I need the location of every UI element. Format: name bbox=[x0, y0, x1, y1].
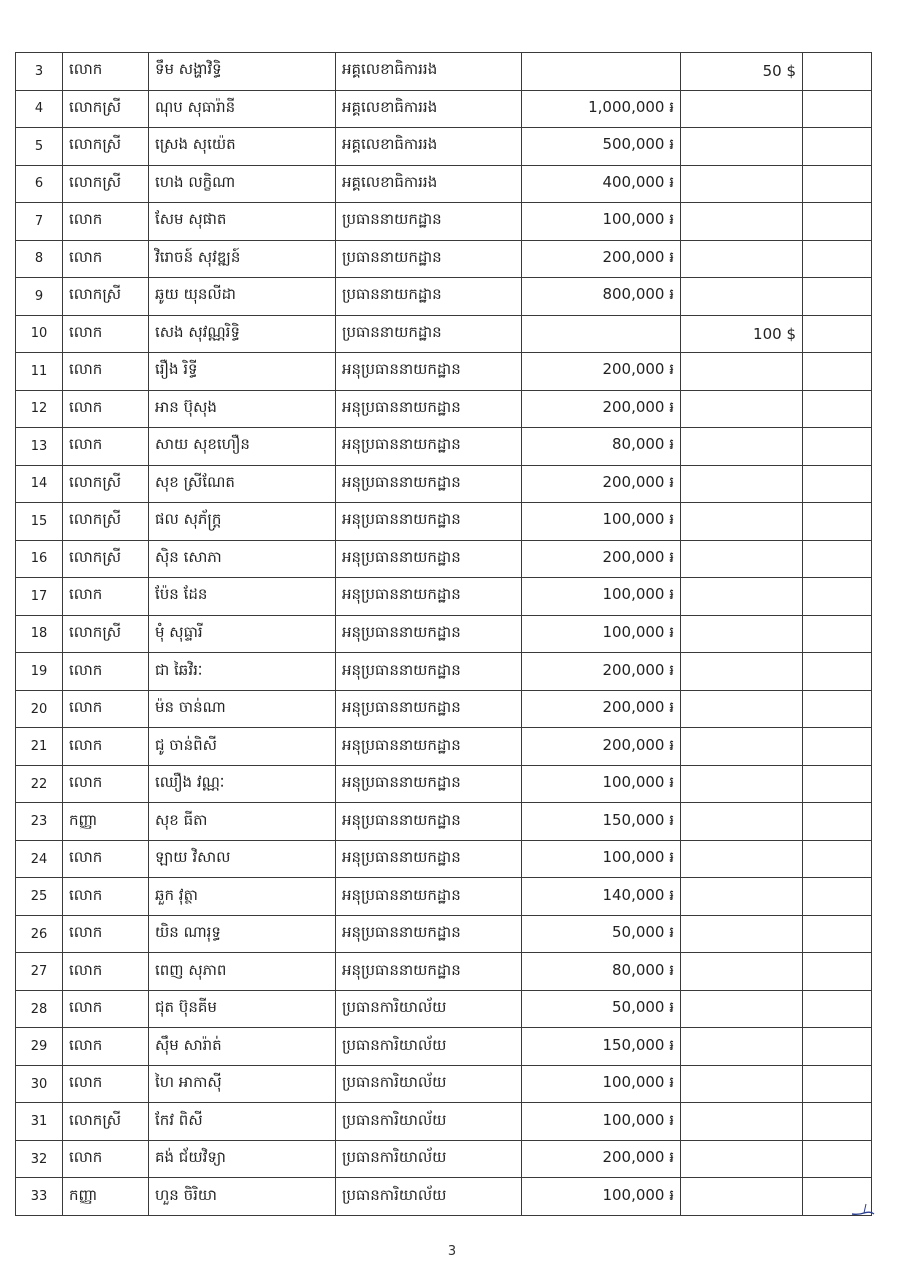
honorific: កញ្ញា bbox=[63, 803, 149, 841]
blank-cell bbox=[803, 1065, 872, 1103]
position: ប្រធានការិយាល័យ bbox=[336, 1028, 522, 1066]
honorific: លោក bbox=[63, 315, 149, 353]
person-name: សែម សុផាត bbox=[149, 203, 336, 241]
blank-cell bbox=[803, 315, 872, 353]
amount-riel: 50,000 ៛ bbox=[522, 990, 681, 1028]
blank-cell bbox=[803, 803, 872, 841]
amount-usd bbox=[681, 615, 803, 653]
person-name: សាយ សុខហឿន bbox=[149, 428, 336, 466]
honorific: លោកស្រី bbox=[63, 90, 149, 128]
row-number: 10 bbox=[16, 315, 63, 353]
amount-usd bbox=[681, 578, 803, 616]
row-number: 16 bbox=[16, 540, 63, 578]
person-name: ណុប សុធារ៉ានី bbox=[149, 90, 336, 128]
blank-cell bbox=[803, 728, 872, 766]
position: ប្រធាននាយកដ្ឋាន bbox=[336, 240, 522, 278]
person-name: ឈឿង វណ្ណៈ bbox=[149, 765, 336, 803]
amount-usd bbox=[681, 1065, 803, 1103]
table-row bbox=[16, 765, 872, 803]
person-name: ហួន ចិរិយា bbox=[149, 1178, 336, 1216]
amount-usd: 100 $ bbox=[681, 315, 803, 353]
row-number: 23 bbox=[16, 803, 63, 841]
blank-cell bbox=[803, 390, 872, 428]
pen-mark bbox=[850, 1202, 876, 1218]
position: អគ្គលេខាធិការរង bbox=[336, 53, 522, 91]
row-number: 31 bbox=[16, 1103, 63, 1141]
person-name: យិន ណារុទ្ធ bbox=[149, 915, 336, 953]
table-row bbox=[16, 578, 872, 616]
blank-cell bbox=[803, 278, 872, 316]
amount-usd bbox=[681, 90, 803, 128]
table-row bbox=[16, 165, 872, 203]
position: អនុប្រធាននាយកដ្ឋាន bbox=[336, 653, 522, 691]
honorific: លោក bbox=[63, 353, 149, 391]
amount-riel: 100,000 ៛ bbox=[522, 615, 681, 653]
amount-usd bbox=[681, 728, 803, 766]
blank-cell bbox=[803, 953, 872, 991]
row-number: 20 bbox=[16, 690, 63, 728]
person-name: មុំ សុធ្ទារី bbox=[149, 615, 336, 653]
blank-cell bbox=[803, 465, 872, 503]
blank-cell bbox=[803, 653, 872, 691]
amount-usd bbox=[681, 540, 803, 578]
row-number: 29 bbox=[16, 1028, 63, 1066]
honorific: លោក bbox=[63, 690, 149, 728]
amount-riel: 500,000 ៛ bbox=[522, 128, 681, 166]
row-number: 8 bbox=[16, 240, 63, 278]
person-name: អាន ប៊ុសុង bbox=[149, 390, 336, 428]
honorific: លោក bbox=[63, 428, 149, 466]
amount-usd bbox=[681, 353, 803, 391]
amount-riel: 100,000 ៛ bbox=[522, 1065, 681, 1103]
honorific: លោក bbox=[63, 728, 149, 766]
person-name: រឿង រិទ្ធី bbox=[149, 353, 336, 391]
honorific: លោក bbox=[63, 840, 149, 878]
amount-riel: 200,000 ៛ bbox=[522, 240, 681, 278]
amount-usd bbox=[681, 278, 803, 316]
amount-riel bbox=[522, 53, 681, 91]
honorific: លោក bbox=[63, 53, 149, 91]
person-name: ហៃ អាកាស៊ី bbox=[149, 1065, 336, 1103]
blank-cell bbox=[803, 90, 872, 128]
table-row bbox=[16, 915, 872, 953]
position: អនុប្រធាននាយកដ្ឋាន bbox=[336, 953, 522, 991]
position: អនុប្រធាននាយកដ្ឋាន bbox=[336, 878, 522, 916]
row-number: 3 bbox=[16, 53, 63, 91]
person-name: ស៊ឹម សារ៉ាត់ bbox=[149, 1028, 336, 1066]
table-row bbox=[16, 990, 872, 1028]
amount-usd bbox=[681, 915, 803, 953]
person-name: គង់ ជ័យវិទ្យា bbox=[149, 1140, 336, 1178]
amount-riel: 100,000 ៛ bbox=[522, 1178, 681, 1216]
position: អនុប្រធាននាយកដ្ឋាន bbox=[336, 390, 522, 428]
amount-riel: 200,000 ៛ bbox=[522, 540, 681, 578]
blank-cell bbox=[803, 540, 872, 578]
table-row bbox=[16, 840, 872, 878]
amount-usd: 50 $ bbox=[681, 53, 803, 91]
table-row bbox=[16, 203, 872, 241]
table-row bbox=[16, 315, 872, 353]
person-name: វិរោចន៍ សុវឌ្ឍន៍ bbox=[149, 240, 336, 278]
amount-usd bbox=[681, 1103, 803, 1141]
amount-usd bbox=[681, 128, 803, 166]
honorific: កញ្ញា bbox=[63, 1178, 149, 1216]
amount-usd bbox=[681, 653, 803, 691]
person-name: ហេង លក្ខិណា bbox=[149, 165, 336, 203]
table-row bbox=[16, 1065, 872, 1103]
row-number: 12 bbox=[16, 390, 63, 428]
row-number: 15 bbox=[16, 503, 63, 541]
honorific: លោកស្រី bbox=[63, 1103, 149, 1141]
position: ប្រធានការិយាល័យ bbox=[336, 1103, 522, 1141]
row-number: 6 bbox=[16, 165, 63, 203]
amount-riel: 150,000 ៛ bbox=[522, 1028, 681, 1066]
person-name: សុខ ធីតា bbox=[149, 803, 336, 841]
amount-riel: 100,000 ៛ bbox=[522, 765, 681, 803]
table-body bbox=[16, 53, 872, 1216]
table-row bbox=[16, 728, 872, 766]
honorific: លោក bbox=[63, 390, 149, 428]
position: អនុប្រធាននាយកដ្ឋាន bbox=[336, 578, 522, 616]
blank-cell bbox=[803, 690, 872, 728]
row-number: 30 bbox=[16, 1065, 63, 1103]
amount-riel: 400,000 ៛ bbox=[522, 165, 681, 203]
blank-cell bbox=[803, 428, 872, 466]
row-number: 21 bbox=[16, 728, 63, 766]
blank-cell bbox=[803, 915, 872, 953]
person-name: ជា ឆៃវិរៈ bbox=[149, 653, 336, 691]
position: អនុប្រធាននាយកដ្ឋាន bbox=[336, 428, 522, 466]
blank-cell bbox=[803, 165, 872, 203]
page-number: 3 bbox=[447, 1244, 457, 1259]
position: អនុប្រធាននាយកដ្ឋាន bbox=[336, 728, 522, 766]
honorific: លោក bbox=[63, 1065, 149, 1103]
position: ប្រធានការិយាល័យ bbox=[336, 1065, 522, 1103]
row-number: 7 bbox=[16, 203, 63, 241]
position: ប្រធាននាយកដ្ឋាន bbox=[336, 315, 522, 353]
row-number: 26 bbox=[16, 915, 63, 953]
row-number: 19 bbox=[16, 653, 63, 691]
blank-cell bbox=[803, 1103, 872, 1141]
table-row bbox=[16, 278, 872, 316]
amount-usd bbox=[681, 240, 803, 278]
amount-riel: 200,000 ៛ bbox=[522, 465, 681, 503]
row-number: 32 bbox=[16, 1140, 63, 1178]
amount-usd bbox=[681, 953, 803, 991]
row-number: 4 bbox=[16, 90, 63, 128]
position: អនុប្រធាននាយកដ្ឋាន bbox=[336, 765, 522, 803]
person-name: ស៊ិន សោភា bbox=[149, 540, 336, 578]
table-row bbox=[16, 615, 872, 653]
amount-usd bbox=[681, 390, 803, 428]
blank-cell bbox=[803, 615, 872, 653]
table-row bbox=[16, 653, 872, 691]
honorific: លោកស្រី bbox=[63, 503, 149, 541]
amount-usd bbox=[681, 503, 803, 541]
amount-usd bbox=[681, 840, 803, 878]
person-name: ពេញ សុភាព bbox=[149, 953, 336, 991]
blank-cell bbox=[803, 578, 872, 616]
honorific: លោកស្រី bbox=[63, 128, 149, 166]
table-row bbox=[16, 803, 872, 841]
amount-riel: 200,000 ៛ bbox=[522, 653, 681, 691]
table-row bbox=[16, 1103, 872, 1141]
honorific: លោកស្រី bbox=[63, 465, 149, 503]
position: អនុប្រធាននាយកដ្ឋាន bbox=[336, 690, 522, 728]
amount-riel: 200,000 ៛ bbox=[522, 690, 681, 728]
amount-riel: 100,000 ៛ bbox=[522, 1103, 681, 1141]
person-name: សេង សុវណ្ណរិទ្ធិ bbox=[149, 315, 336, 353]
person-name: ឆូយ យុនលីដា bbox=[149, 278, 336, 316]
blank-cell bbox=[803, 353, 872, 391]
amount-usd bbox=[681, 1028, 803, 1066]
position: ប្រធានការិយាល័យ bbox=[336, 1140, 522, 1178]
table-row bbox=[16, 90, 872, 128]
table-row bbox=[16, 390, 872, 428]
amount-riel: 200,000 ៛ bbox=[522, 390, 681, 428]
table-row bbox=[16, 690, 872, 728]
table-row bbox=[16, 878, 872, 916]
row-number: 24 bbox=[16, 840, 63, 878]
position: អនុប្រធាននាយកដ្ឋាន bbox=[336, 503, 522, 541]
amount-riel: 150,000 ៛ bbox=[522, 803, 681, 841]
position: ប្រធានការិយាល័យ bbox=[336, 1178, 522, 1216]
blank-cell bbox=[803, 203, 872, 241]
row-number: 22 bbox=[16, 765, 63, 803]
honorific: លោក bbox=[63, 653, 149, 691]
amount-riel: 200,000 ៛ bbox=[522, 1140, 681, 1178]
amount-riel: 800,000 ៛ bbox=[522, 278, 681, 316]
amount-usd bbox=[681, 878, 803, 916]
amount-usd bbox=[681, 1178, 803, 1216]
position: អគ្គលេខាធិការរង bbox=[336, 128, 522, 166]
table-row bbox=[16, 428, 872, 466]
position: អនុប្រធាននាយកដ្ឋាន bbox=[336, 615, 522, 653]
honorific: លោក bbox=[63, 990, 149, 1028]
person-name: ឆួក វុត្ថា bbox=[149, 878, 336, 916]
table-row bbox=[16, 1028, 872, 1066]
position: អនុប្រធាននាយកដ្ឋាន bbox=[336, 915, 522, 953]
amount-riel: 200,000 ៛ bbox=[522, 353, 681, 391]
blank-cell bbox=[803, 503, 872, 541]
amount-riel: 1,000,000 ៛ bbox=[522, 90, 681, 128]
blank-cell bbox=[803, 53, 872, 91]
honorific: លោក bbox=[63, 953, 149, 991]
person-name: កែវ ពិសី bbox=[149, 1103, 336, 1141]
donation-table bbox=[15, 52, 872, 1216]
person-name: ទឹម សង្ហាវិទ្ធិ bbox=[149, 53, 336, 91]
row-number: 14 bbox=[16, 465, 63, 503]
amount-usd bbox=[681, 803, 803, 841]
row-number: 13 bbox=[16, 428, 63, 466]
position: អនុប្រធាននាយកដ្ឋាន bbox=[336, 540, 522, 578]
table-row bbox=[16, 540, 872, 578]
position: អគ្គលេខាធិការរង bbox=[336, 165, 522, 203]
table-row bbox=[16, 1178, 872, 1216]
amount-usd bbox=[681, 690, 803, 728]
table-row bbox=[16, 240, 872, 278]
blank-cell bbox=[803, 765, 872, 803]
table-row bbox=[16, 353, 872, 391]
row-number: 17 bbox=[16, 578, 63, 616]
amount-riel bbox=[522, 315, 681, 353]
blank-cell bbox=[803, 840, 872, 878]
row-number: 18 bbox=[16, 615, 63, 653]
position: អនុប្រធាននាយកដ្ឋាន bbox=[336, 353, 522, 391]
row-number: 9 bbox=[16, 278, 63, 316]
blank-cell bbox=[803, 878, 872, 916]
honorific: លោកស្រី bbox=[63, 165, 149, 203]
amount-usd bbox=[681, 165, 803, 203]
honorific: លោក bbox=[63, 240, 149, 278]
honorific: លោក bbox=[63, 878, 149, 916]
honorific: លោក bbox=[63, 765, 149, 803]
row-number: 11 bbox=[16, 353, 63, 391]
blank-cell bbox=[803, 128, 872, 166]
position: អនុប្រធាននាយកដ្ឋាន bbox=[336, 803, 522, 841]
person-name: ជុត ប៊ុនគីម bbox=[149, 990, 336, 1028]
blank-cell bbox=[803, 1028, 872, 1066]
row-number: 5 bbox=[16, 128, 63, 166]
amount-riel: 80,000 ៛ bbox=[522, 428, 681, 466]
position: ប្រធានការិយាល័យ bbox=[336, 990, 522, 1028]
amount-usd bbox=[681, 465, 803, 503]
person-name: ស្រេង សុយ៉េត bbox=[149, 128, 336, 166]
row-number: 25 bbox=[16, 878, 63, 916]
row-number: 33 bbox=[16, 1178, 63, 1216]
position: ប្រធាននាយកដ្ឋាន bbox=[336, 203, 522, 241]
amount-riel: 50,000 ៛ bbox=[522, 915, 681, 953]
person-name: ប៉ែន ដែន bbox=[149, 578, 336, 616]
position: អនុប្រធាននាយកដ្ឋាន bbox=[336, 840, 522, 878]
amount-usd bbox=[681, 990, 803, 1028]
honorific: លោក bbox=[63, 1028, 149, 1066]
amount-riel: 100,000 ៛ bbox=[522, 203, 681, 241]
amount-riel: 80,000 ៛ bbox=[522, 953, 681, 991]
table-row bbox=[16, 953, 872, 991]
row-number: 27 bbox=[16, 953, 63, 991]
table-row bbox=[16, 503, 872, 541]
amount-riel: 100,000 ៛ bbox=[522, 840, 681, 878]
table-row bbox=[16, 1140, 872, 1178]
honorific: លោក bbox=[63, 578, 149, 616]
honorific: លោកស្រី bbox=[63, 540, 149, 578]
blank-cell bbox=[803, 240, 872, 278]
position: អនុប្រធាននាយកដ្ឋាន bbox=[336, 465, 522, 503]
amount-usd bbox=[681, 203, 803, 241]
amount-riel: 100,000 ៛ bbox=[522, 578, 681, 616]
honorific: លោកស្រី bbox=[63, 278, 149, 316]
person-name: ផល សុភ័ក្ត្រ bbox=[149, 503, 336, 541]
position: អគ្គលេខាធិការរង bbox=[336, 90, 522, 128]
blank-cell bbox=[803, 990, 872, 1028]
person-name: ម៉ន ចាន់ណា bbox=[149, 690, 336, 728]
person-name: ជូ ចាន់ពិសី bbox=[149, 728, 336, 766]
position: ប្រធាននាយកដ្ឋាន bbox=[336, 278, 522, 316]
table-row bbox=[16, 53, 872, 91]
table-row bbox=[16, 128, 872, 166]
amount-usd bbox=[681, 428, 803, 466]
honorific: លោក bbox=[63, 915, 149, 953]
amount-riel: 100,000 ៛ bbox=[522, 503, 681, 541]
person-name: ឡាយ វិសាល bbox=[149, 840, 336, 878]
amount-riel: 140,000 ៛ bbox=[522, 878, 681, 916]
person-name: សុខ ស្រីណែត bbox=[149, 465, 336, 503]
row-number: 28 bbox=[16, 990, 63, 1028]
amount-usd bbox=[681, 765, 803, 803]
amount-riel: 200,000 ៛ bbox=[522, 728, 681, 766]
table-row bbox=[16, 465, 872, 503]
honorific: លោកស្រី bbox=[63, 615, 149, 653]
honorific: លោក bbox=[63, 203, 149, 241]
honorific: លោក bbox=[63, 1140, 149, 1178]
amount-usd bbox=[681, 1140, 803, 1178]
blank-cell bbox=[803, 1140, 872, 1178]
